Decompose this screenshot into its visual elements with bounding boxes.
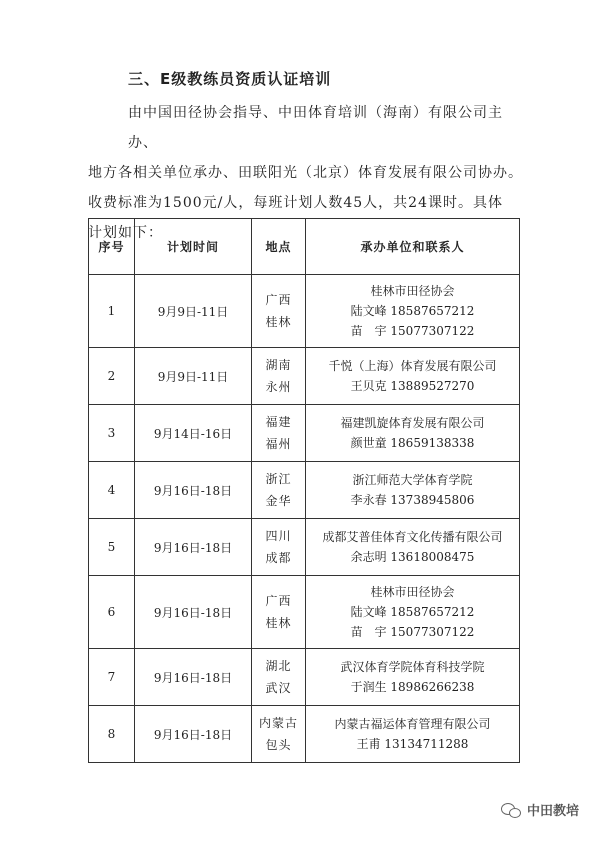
row-organizer <box>306 405 520 462</box>
contact-line: 王贝克 13889527270 <box>350 379 475 393</box>
organizer-name: 千悦（上海）体育发展有限公司 <box>328 359 497 373</box>
row-time: 9月16日-18日 <box>135 519 252 576</box>
row-place <box>252 519 306 576</box>
row-time: 9月16日-18日 <box>135 576 252 649</box>
header-no: 序号 <box>89 219 135 275</box>
place-line: 桂林 <box>265 315 292 329</box>
table-header-row <box>89 219 520 275</box>
row-organizer <box>306 576 520 649</box>
row-organizer <box>306 462 520 519</box>
contact-line: 王甫 13134711288 <box>356 737 469 751</box>
table-row <box>89 576 520 649</box>
row-place <box>252 275 306 348</box>
organizer-name: 桂林市田径协会 <box>370 585 455 599</box>
paragraph-line-2: 地方各相关单位承办、田联阳光（北京）体育发展有限公司协办。 <box>88 165 523 181</box>
row-number: 4 <box>89 462 135 519</box>
row-number: 3 <box>89 405 135 462</box>
wechat-icon <box>501 802 521 818</box>
row-number: 5 <box>89 519 135 576</box>
training-plan-table <box>88 218 520 763</box>
contact-line: 于润生 18986266238 <box>350 680 475 694</box>
row-number: 6 <box>89 576 135 649</box>
header-org: 承办单位和联系人 <box>306 219 520 275</box>
organizer-name: 内蒙古福运体育管理有限公司 <box>334 717 491 731</box>
table-row <box>89 649 520 706</box>
row-organizer <box>306 519 520 576</box>
organizer-name: 福建凯旋体育发展有限公司 <box>340 416 485 430</box>
row-number: 2 <box>89 348 135 405</box>
row-time: 9月16日-18日 <box>135 706 252 763</box>
row-time: 9月16日-18日 <box>135 462 252 519</box>
table-row <box>89 462 520 519</box>
section-heading: 三、E级教练员资质认证培训 <box>128 70 332 88</box>
contact-line: 苗 宇 15077307122 <box>350 324 475 338</box>
place-line: 广西 <box>265 293 292 307</box>
row-number: 8 <box>89 706 135 763</box>
watermark-text: 中田教培 <box>526 804 579 819</box>
table-row <box>89 519 520 576</box>
paragraph-line-4: 计划如下： <box>88 225 163 241</box>
organizer-name: 成都艾普佳体育文化传播有限公司 <box>322 530 503 544</box>
table-row <box>89 405 520 462</box>
paragraph-line-1: 由中国田径协会指导、中田体育培训（海南）有限公司主办、 <box>128 105 503 151</box>
table-row <box>89 348 520 405</box>
place-line: 金华 <box>265 494 292 508</box>
row-number: 7 <box>89 649 135 706</box>
place-line: 湖南 <box>265 358 292 372</box>
place-line: 永州 <box>265 380 292 394</box>
place-line: 成都 <box>265 551 292 565</box>
row-organizer <box>306 649 520 706</box>
row-place <box>252 462 306 519</box>
row-organizer <box>306 275 520 348</box>
organizer-name: 桂林市田径协会 <box>370 284 455 298</box>
row-time: 9月9日-11日 <box>135 348 252 405</box>
row-organizer <box>306 348 520 405</box>
table-row <box>89 275 520 348</box>
place-line: 内蒙古 <box>258 716 298 730</box>
row-place <box>252 649 306 706</box>
row-place <box>252 576 306 649</box>
organizer-name: 武汉体育学院体育科技学院 <box>340 660 485 674</box>
place-line: 桂林 <box>265 616 292 630</box>
table-row <box>89 706 520 763</box>
place-line: 武汉 <box>265 681 292 695</box>
contact-line: 李永春 13738945806 <box>350 493 475 507</box>
row-number: 1 <box>89 275 135 348</box>
row-organizer <box>306 706 520 763</box>
place-line: 福州 <box>265 437 292 451</box>
header-time: 计划时间 <box>135 219 252 275</box>
row-time: 9月9日-11日 <box>135 275 252 348</box>
table-body <box>89 275 520 763</box>
place-line: 浙江 <box>265 472 292 486</box>
place-line: 福建 <box>265 415 292 429</box>
place-line: 湖北 <box>265 659 292 673</box>
contact-line: 陆文峰 18587657212 <box>350 304 475 318</box>
paragraph-line-3: 收费标准为1500元/人，每班计划人数45人，共24课时。具体 <box>88 195 503 211</box>
contact-line: 余志明 13618008475 <box>350 550 475 564</box>
row-time: 9月14日-16日 <box>135 405 252 462</box>
place-line: 广西 <box>265 594 292 608</box>
place-line: 包头 <box>265 738 292 752</box>
contact-line: 苗 宇 15077307122 <box>350 625 475 639</box>
watermark <box>501 800 579 819</box>
row-place <box>252 405 306 462</box>
contact-line: 陆文峰 18587657212 <box>350 605 475 619</box>
contact-line: 颜世童 18659138338 <box>350 436 475 450</box>
row-place <box>252 706 306 763</box>
organizer-name: 浙江师范大学体育学院 <box>352 473 473 487</box>
place-line: 四川 <box>265 529 292 543</box>
row-time: 9月16日-18日 <box>135 649 252 706</box>
row-place <box>252 348 306 405</box>
header-place: 地点 <box>252 219 306 275</box>
